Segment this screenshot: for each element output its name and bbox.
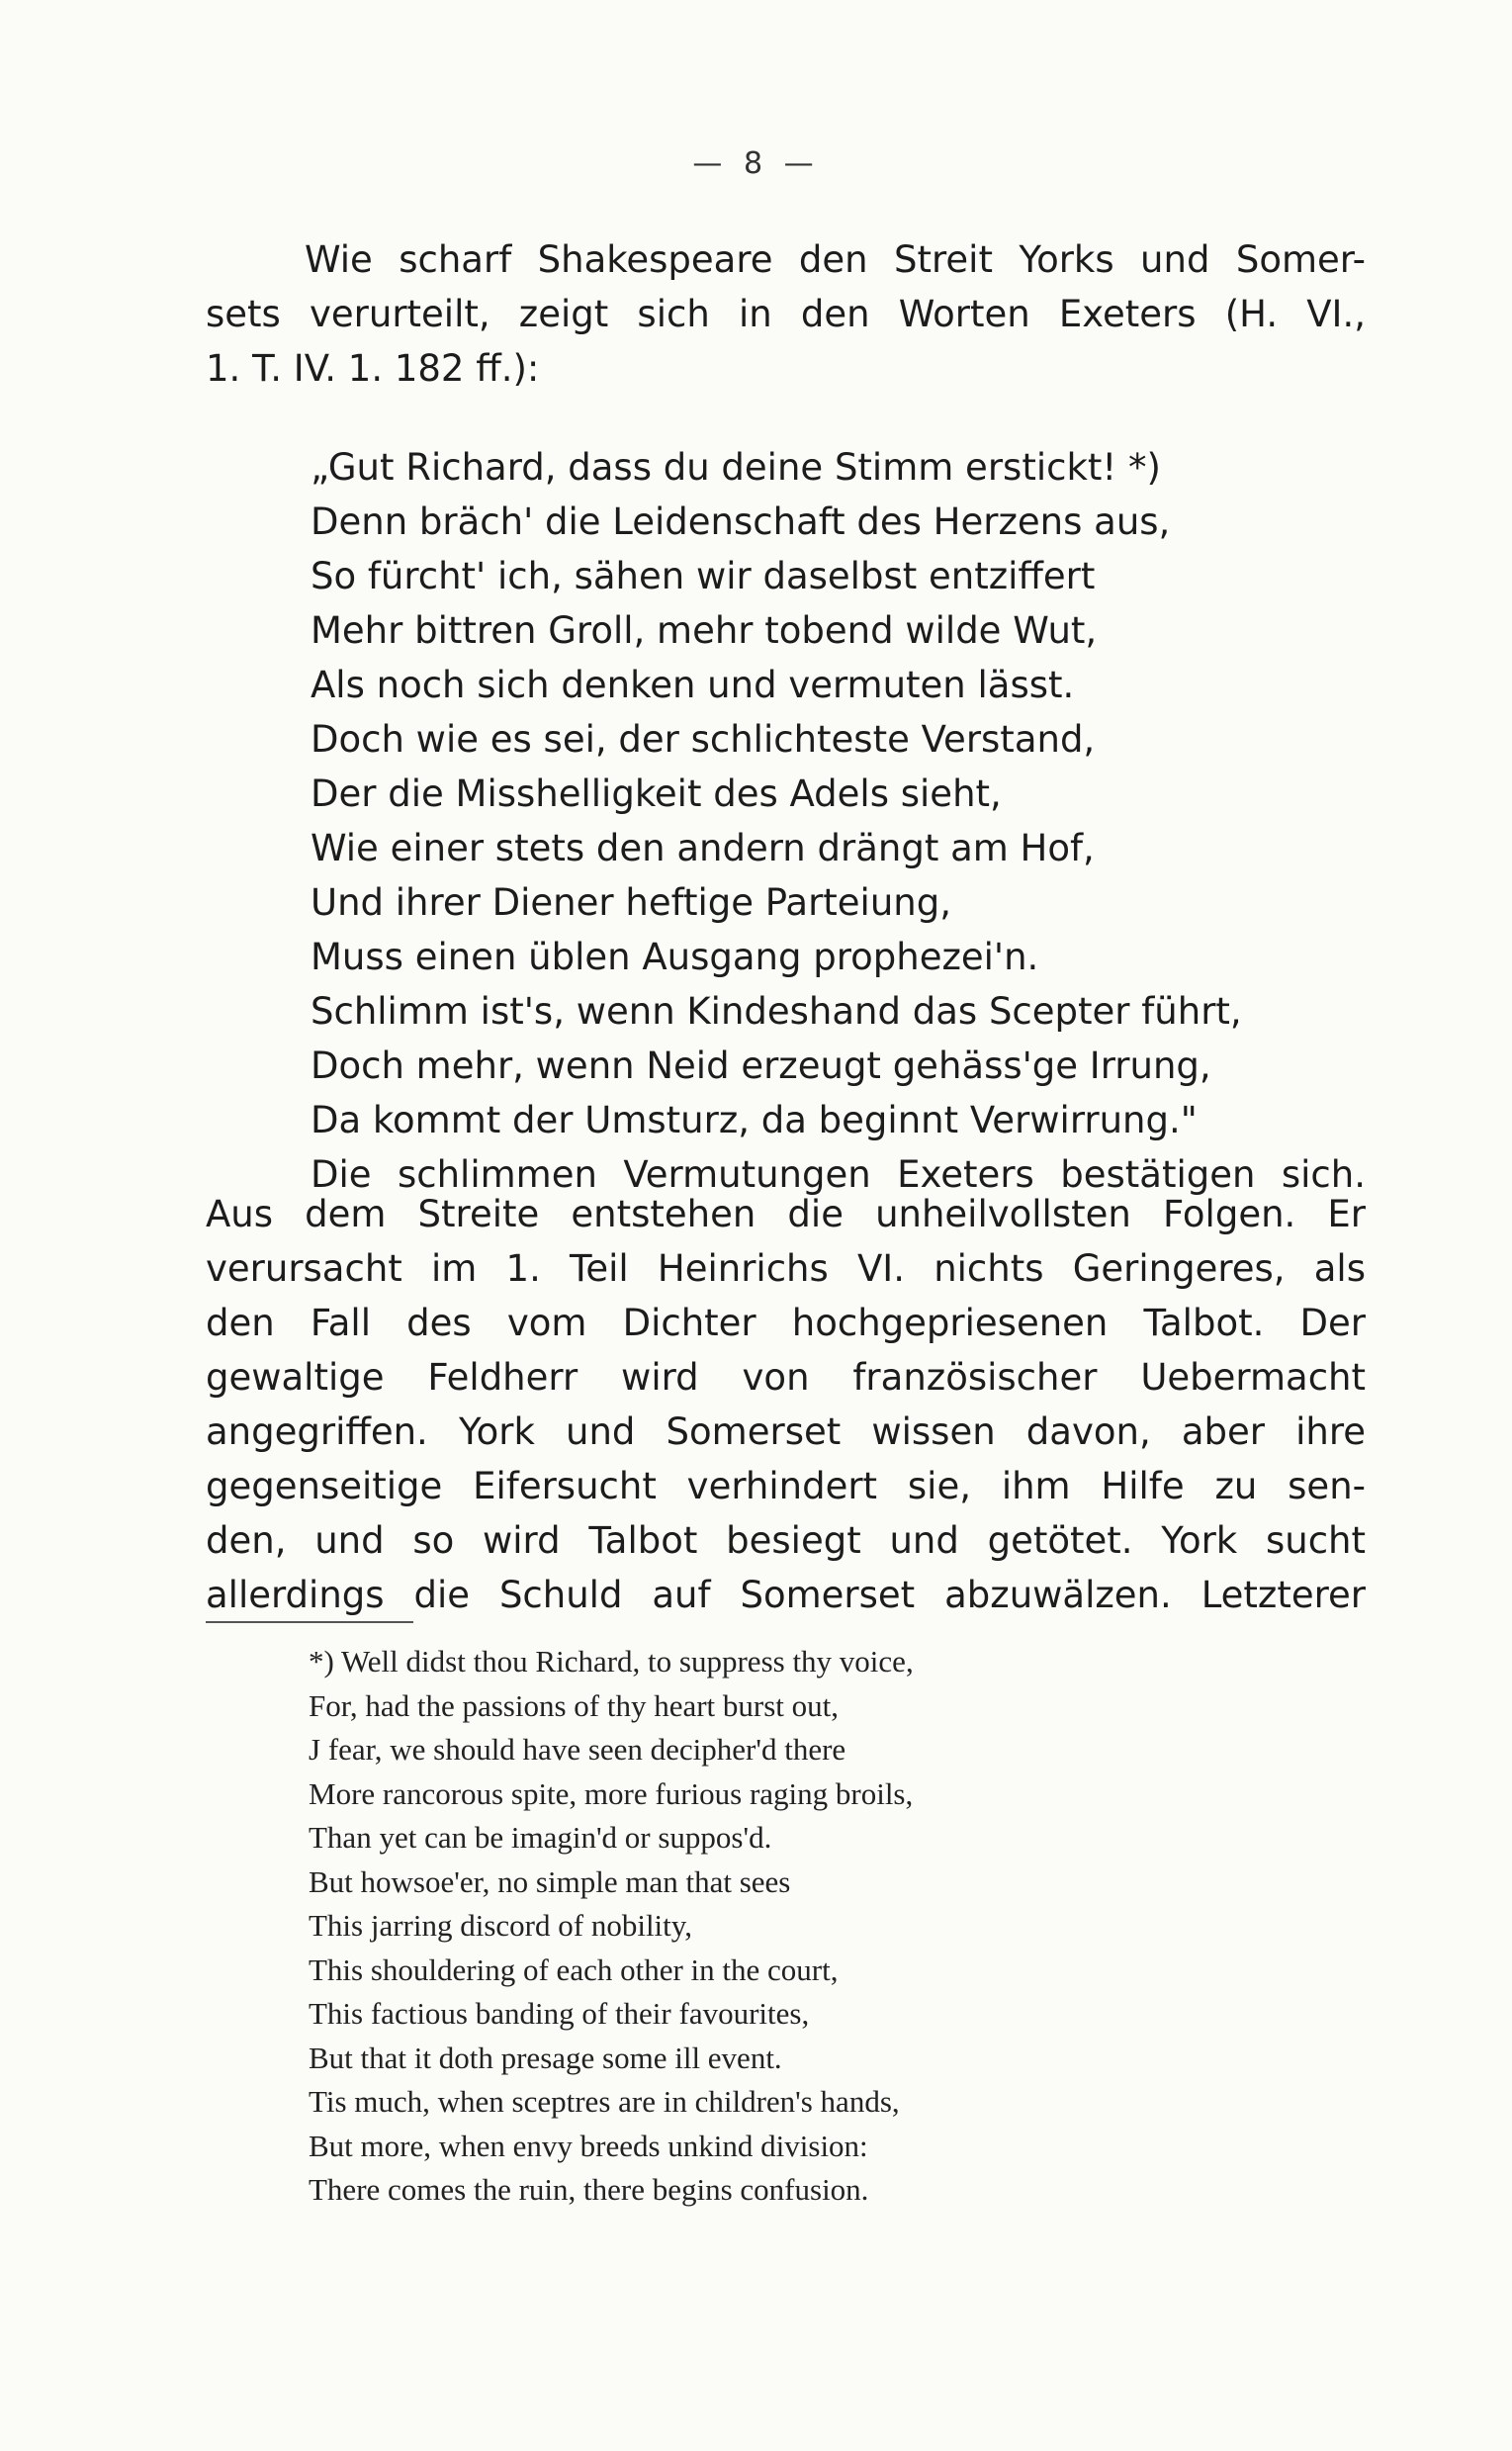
verse-line: Als noch sich denken und vermuten lässt. [311,664,1075,706]
verse-line: Der die Misshelligkeit des Adels sieht, [311,772,1002,815]
verse-line: So fürcht' ich, sähen wir daselbst entziffert [311,555,1096,597]
footnote-separator [206,1621,413,1623]
verse-line: Da kommt der Umsturz, da beginnt Verwirrung." [311,1099,1198,1141]
verse-line: Muss einen üblen Ausgang prophezei'n. [311,936,1039,978]
body-line: gewaltige Feldherr wird von französischer Uebermacht [206,1356,1366,1399]
verse-line: Die schlimmen Vermutungen Exeters bestätigen sich. [311,1153,1366,1196]
footnote-line: There comes the ruin, there begins confusion. [309,2172,869,2207]
verse-line: Denn bräch' die Leidenschaft des Herzens aus, [311,500,1171,543]
footnote-line: For, had the passions of thy heart burst out, [309,1687,840,1723]
body-line: gegenseitige Eifersucht verhindert sie, ihm Hilfe zu sen- [206,1465,1366,1507]
main-paragraph [206,1187,1366,1622]
footnote-line: This factious banding of their favourites, [309,1996,810,2031]
footnote-line: Than yet can be imagin'd or suppos'd. [309,1820,772,1855]
footnote [309,1640,1199,2213]
footnote-line: But more, when envy breeds unkind division: [309,2128,868,2163]
body-line: Aus dem Streite entstehen die unheilvollsten Folgen. Er [206,1193,1366,1235]
body-line: allerdings die Schuld auf Somerset abzuwälzen. Letzterer [206,1574,1366,1616]
verse-line: Doch mehr, wenn Neid erzeugt gehäss'ge Irrung, [311,1044,1211,1087]
verse-line: Wie einer stets den andern drängt am Hof, [311,827,1095,869]
body-line: den, und so wird Talbot besiegt und getötet. York sucht [206,1519,1366,1562]
intro-paragraph [206,232,1366,396]
body-line: angegriffen. York und Somerset wissen davon, aber ihre [206,1410,1366,1453]
verse-quotation [311,440,1366,1202]
intro-line: sets verurteilt, zeigt sich in den Worten Exeters (H. VI., [206,293,1366,335]
footnote-line: Tis much, when sceptres are in children's hands, [309,2084,900,2119]
verse-line: „Gut Richard, dass du deine Stimm erstickt! *) [311,446,1161,489]
footnote-line: This jarring discord of nobility, [309,1908,693,1943]
footnote-line: J fear, we should have seen decipher'd there [309,1732,846,1767]
footnote-line: But that it doth presage some ill event. [309,2040,782,2075]
body-line: verursacht im 1. Teil Heinrichs VI. nichts Geringeres, als [206,1247,1366,1290]
verse-line: Mehr bittren Groll, mehr tobend wilde Wut, [311,609,1098,652]
intro-line: 1. T. IV. 1. 182 ff.): [206,347,540,390]
verse-line: Schlimm ist's, wenn Kindeshand das Scepter führt, [311,990,1242,1033]
body-line: den Fall des vom Dichter hochgepriesenen Talbot. Der [206,1302,1366,1344]
footnote-line: But howsoe'er, no simple man that sees [309,1863,791,1899]
footnote-line: This shouldering of each other in the court, [309,1952,839,1987]
verse-line: Und ihrer Diener heftige Parteiung, [311,881,951,924]
footnote-line: *) Well didst thou Richard, to suppress thy voice, [309,1644,914,1679]
intro-line: Wie scharf Shakespeare den Streit Yorks und Somer- [305,238,1366,281]
footnote-line: More rancorous spite, more furious raging broils, [309,1775,914,1811]
page-number: — 8 — [692,146,820,181]
verse-line: Doch wie es sei, der schlichteste Verstand, [311,718,1096,761]
